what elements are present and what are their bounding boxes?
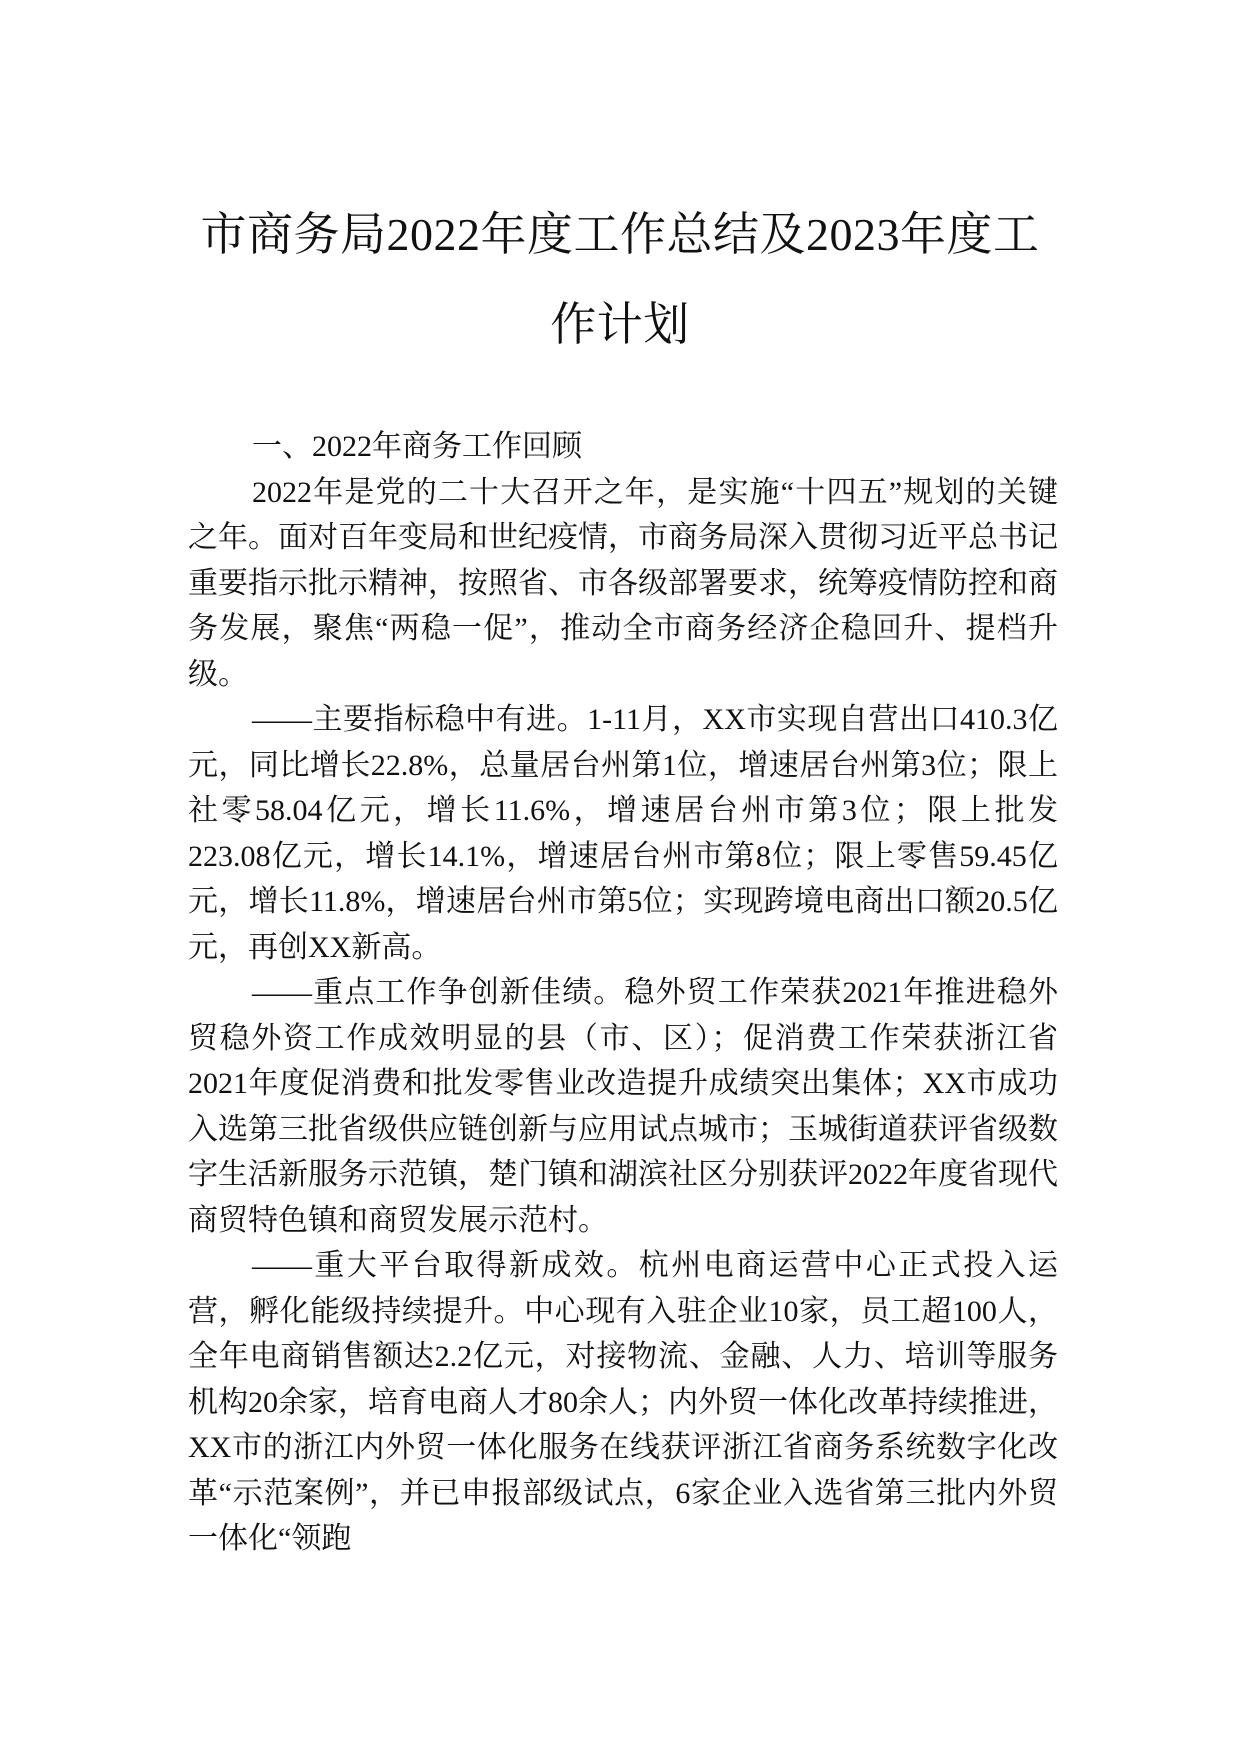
paragraph-key-indicators: ——主要指标稳中有进。1-11月，XX市实现自营出口410.3亿元，同比增长22.8%，总量居台州第1位，增速居台州第3位；限上社零58.04亿元，增长11.6%，增速居台州市第3位；限上批发223.08亿元，增长14.1%，增速居台州市第8位；限上零售59.45亿元，增长11.8%，增速居台州市第5位；实现跨境电商出口额20.5亿元，再创XX新高。 <box>188 703 1058 964</box>
paragraph-major-platforms: ——重大平台取得新成效。杭州电商运营中心正式投入运营，孵化能级持续提升。中心现有入驻企业10家，员工超100人，全年电商销售额达2.2亿元，对接物流、金融、人力、培训等服务机构20余家，培育电商人才80余人；内外贸一体化改革持续推进，XX市的浙江内外贸一体化服务在线获评浙江省商务系统数字化改革“示范案例”，并已申报部级试点，6家企业入选省第三批内外贸一体化“领跑 <box>188 1249 1058 1555</box>
title-line-1: 市商务局2022年度工作总结及2023年度工 <box>200 209 1040 260</box>
paragraph-key-work: ——重点工作争创新佳绩。稳外贸工作荣获2021年推进稳外贸稳外资工作成效明显的县（市、区）；促消费工作荣获浙江省2021年度促消费和批发零售业改造提升成绩突出集体；XX市成功入选第三批省级供应链创新与应用试点城市；玉城街道获评省级数字生活新服务示范镇，楚门镇和湖滨社区分别获评2022年度省现代商贸特色镇和商贸发展示范村。 <box>188 976 1058 1237</box>
title-line-2: 作计划 <box>550 299 690 350</box>
section-heading: 一、2022年商务工作回顾 <box>252 430 582 463</box>
paragraph-intro: 2022年是党的二十大召开之年，是实施“十四五”规划的关键之年。面对百年变局和世纪疫情，市商务局深入贯彻习近平总书记重要指示批示精神，按照省、市各级部署要求，统筹疫情防控和商务发展，聚焦“两稳一促”，推动全市商务经济企稳回升、提档升级。 <box>188 475 1058 691</box>
document-title <box>150 190 1090 370</box>
document-body <box>188 424 1058 1562</box>
